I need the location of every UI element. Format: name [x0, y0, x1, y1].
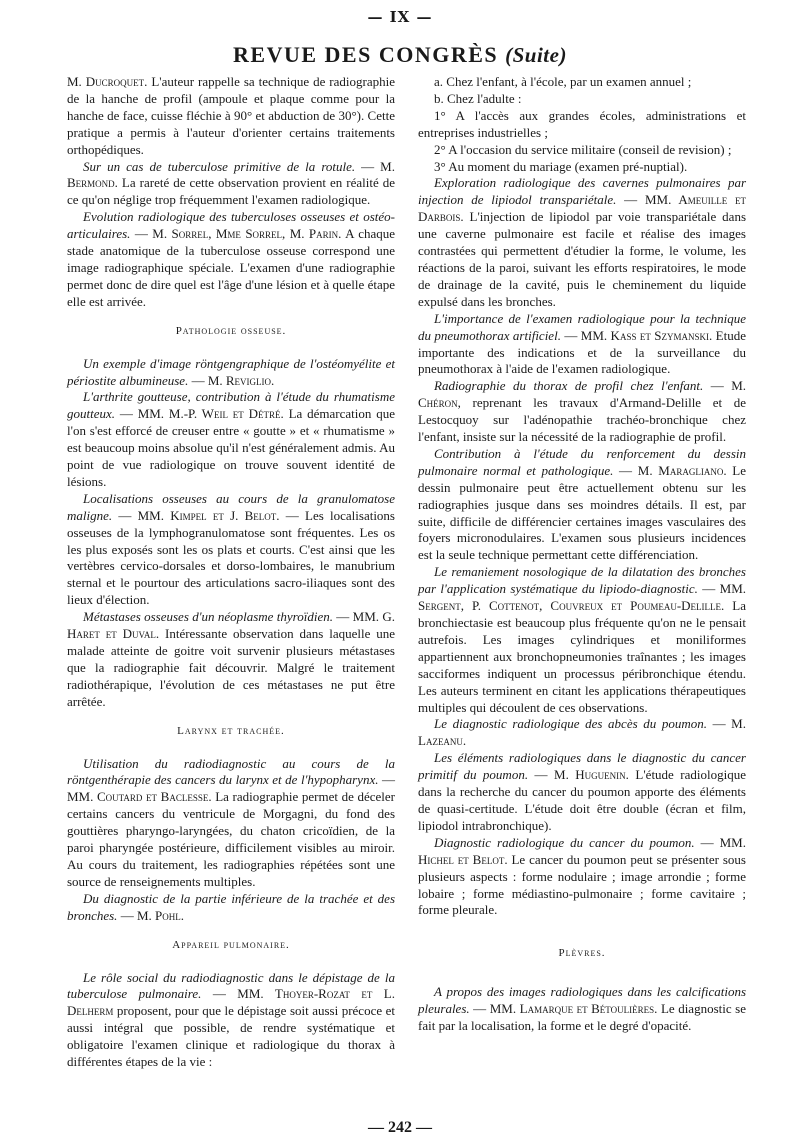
- article-title: Les éléments radiologiques dans le diagnostic du cancer primitif du poumon.: [418, 750, 746, 783]
- body-text: L'étude radiologique dans la recherche du cancer du poumon apporte des éléments de quasi-certitude. L'étude doit être double (écran et film, lipiodol intrabronchique).: [418, 767, 746, 833]
- author: — MM. Thoyer-Rozat et L. Delherm: [67, 986, 395, 1019]
- article-title: A propos des images radiologiques dans les calcifications pleurales.: [418, 984, 746, 1017]
- article-title: Localisations osseuses au cours de la granulomatose maligne.: [67, 490, 395, 523]
- author: — MM. Kass et Szymanski.: [560, 327, 713, 343]
- paragraph-rotule: [67, 159, 395, 210]
- paragraph-granulomatose: [67, 491, 395, 609]
- article-title: Contribution à l'étude du renforcement du dessin pulmonaire normal et pathologique.: [418, 445, 746, 478]
- body-text: Le cancer du poumon peut se présenter sous plusieurs aspects : forme nodulaire ; image arrondie ; forme lobaire ; forme médiastino-pulmonaire ; forme cavitaire ; forme pleurale.: [418, 851, 746, 918]
- list-item-2: 2° A l'occasion du service militaire (conseil de revision) ;: [434, 141, 732, 157]
- body-text: La radiographie permet de déceler certains cancers du ventricule de Morgagni, du fond des gouttières pharyngo-laryngées, du chaton cricoïdien, de la paroi pharyngée postérieure, difficilement visibles au miroir. Au cours du traitement, les radiographies répétées sont une source de renseignements multiples.: [67, 789, 395, 889]
- author: — MM. M.-P. Weil et Détré.: [115, 406, 284, 422]
- paragraph-calcifications: [418, 984, 746, 1035]
- section-heading-pathologie: Pathologie osseuse.: [175, 324, 287, 337]
- paragraph-dessin-pulmonaire: [418, 446, 746, 564]
- body-text: Le dessin pulmonaire peut être actuellement obtenu sur les radiographies jusque dans ses moindres détails. Il est, par suite, difficile de différencier certaines images vasculaires des foyers micronodulaires. L'examen sous plusieurs incidences est la seule technique permettant cette différenciation.: [418, 462, 746, 563]
- body-text: — Les localisations osseuses de la lymphogranulomatose sont fréquentes. Les os les plus exposés sont les os plats et courts. C'est ainsi que les vertèbres cervico-dorsales et dorso-lombaires, le manubrium sternal et le pourtour des articulations sacro-iliaques sont des lieux d'élection.: [67, 507, 395, 608]
- body-text: reprenant les travaux d'Armand-Delille et de Lestocquoy sur l'adénopathie trachéo-bronchique chez l'enfant, insiste sur la nécessité de la radiographie de profil.: [418, 395, 746, 445]
- body-text: proposent, pour que le dépistage soit aussi précoce et aussi intégral que possible, de rendre systématique et obligatoire l'examen clinique et radiologique du thorax à différentes étapes de la vie :: [67, 1003, 395, 1070]
- article-title: Métastases osseuses d'un néoplasme thyroïdien.: [83, 609, 333, 625]
- article-title: Radiographie du thorax de profil chez l'enfant.: [434, 378, 704, 394]
- author: — M. Chéron,: [418, 378, 747, 411]
- body-text: Etude importante des indications et de la surveillance du pneumothorax à l'aide de l'examen radiologique.: [418, 327, 747, 377]
- author: M. Ducroquet.: [67, 74, 148, 89]
- article-title: Un exemple d'image röntgengraphique de l'ostéomyélite et périostite albumineuse.: [67, 355, 395, 388]
- article-title: L'arthrite goutteuse, contribution à l'étude du rhumatisme goutteux.: [67, 389, 395, 422]
- author: — MM. G. Haret et Duval.: [67, 609, 395, 642]
- author: — MM. Ameuille et Darbois.: [418, 192, 746, 225]
- list-item-1: 1° A l'accès aux grandes écoles, administrations et entreprises industrielles ;: [418, 107, 746, 140]
- author: — M. Huguenin.: [528, 767, 629, 783]
- author: — M. Pohl.: [117, 907, 184, 923]
- article-title: Le rôle social du radiodiagnostic dans le dépistage de la tuberculose pulmonaire.: [67, 969, 395, 1002]
- author: — M. Bermond.: [67, 158, 395, 191]
- article-title: Le remaniement nosologique de la dilatation des bronches par l'application systématique du lipiodo-diagnostic.: [418, 564, 746, 597]
- page-roman-numeral: — IX —: [367, 8, 433, 26]
- paragraph-trachee: [67, 891, 395, 925]
- paragraph-osteomyelite: [67, 356, 395, 390]
- author: — M. Maragliano.: [613, 462, 727, 478]
- paragraph-pneumothorax: [418, 311, 746, 379]
- right-column: [418, 74, 746, 1035]
- page-number: — 242 —: [368, 1119, 432, 1136]
- paragraph-metastases: [67, 609, 395, 710]
- author: — MM. Sergent, P. Cottenot, Couvreux et Poumeau-Delille.: [418, 581, 746, 614]
- paragraph-depistage: [67, 970, 395, 1071]
- paragraph-ducroquet: [67, 74, 395, 159]
- list-item-a: a. Chez l'enfant, à l'école, par un examen annuel ;: [434, 74, 692, 89]
- page-title: [0, 42, 800, 68]
- paragraph-profil-enfant: [418, 378, 746, 446]
- paragraph-arthrite: [67, 389, 395, 490]
- paragraph-cavernes: [418, 175, 746, 310]
- paragraph-cancer-primitif: [418, 750, 746, 835]
- body-text: Intéressante observation dans laquelle une malade atteinte de goitre voit survenir plusieurs métastases que la radiographie fait découvrir. Malgré le traitement radiothérapique, l'évolution de ces métastases ne put être arrêtée.: [67, 626, 395, 709]
- list-item-3: 3° Au moment du mariage (examen pré-nuptial).: [434, 158, 688, 174]
- article-title: Utilisation du radiodiagnostic au cours de la röntgenthérapie des cancers du larynx et de l'hypopharynx.: [67, 755, 395, 788]
- author: — MM. Lamarque et Bétoulières.: [469, 1001, 658, 1017]
- article-title: Exploration radiologique des cavernes pulmonaires par injection de lipiodol transpariétale.: [418, 175, 746, 208]
- paragraph-larynx: [67, 756, 395, 891]
- article-title: Evolution radiologique des tuberculoses osseuses et ostéo-articulaires.: [67, 209, 395, 242]
- paragraph-cancer-poumon: [418, 835, 746, 920]
- body-text: La bronchiectasie est beaucoup plus fréquente qu'on ne le pensait autrefois. Les images cylindriques et moniliformes appartiennent aux bronchopneumonies traînantes ; les images sacciformes indiquent un processus péribronchique étendu. Les auteurs terminent en citant les applications thérapeutiques multiples qui découlent de ces observations.: [418, 598, 746, 715]
- section-heading-larynx: Larynx et trachée.: [177, 724, 285, 737]
- left-column: [67, 74, 395, 1071]
- list-item-b: b. Chez l'adulte :: [434, 90, 522, 106]
- body-text: Le diagnostic se fait par la localisation, la forme et le degré d'opacité.: [418, 1001, 746, 1034]
- author: — MM. Kimpel et J. Belot.: [112, 507, 280, 523]
- author: — MM. Coutard et Baclesse.: [67, 772, 395, 805]
- body-text: La rareté de cette observation provient en réalité de ce qu'on néglige trop fréquemment l'examen radiologique.: [67, 175, 395, 208]
- author: — M. Reviglio.: [188, 372, 275, 388]
- section-heading-appareil: Appareil pulmonaire.: [172, 938, 290, 951]
- paragraph-evolution: [67, 209, 395, 310]
- author: — M. Lazeanu.: [418, 716, 746, 749]
- title-main: REVUE DES CONGRÈS: [233, 42, 499, 67]
- body-text: La démarcation que l'on s'est efforcé de creuser entre « goutte » et « rhumatisme » est beaucoup moins absolue qu'il n'est généralement admis. Au point de vue radiologique on trouve souvent identité de lésions.: [67, 406, 395, 489]
- title-suite: (Suite): [505, 43, 567, 67]
- section-heading-plevres: Plèvres.: [558, 947, 606, 960]
- paragraph-dilatation-bronches: [418, 564, 746, 716]
- article-title: L'importance de l'examen radiologique pour la technique du pneumothorax artificiel.: [418, 310, 746, 343]
- article-title: Sur un cas de tuberculose primitive de la rotule.: [83, 158, 356, 174]
- author: — M. Sorrel, Mme Sorrel, M. Parin.: [130, 226, 342, 242]
- article-title: Le diagnostic radiologique des abcès du poumon.: [434, 716, 707, 732]
- article-title: Du diagnostic de la partie inférieure de la trachée et des bronches.: [67, 890, 395, 923]
- body-text: L'injection de lipiodol par voie transpariétale dans une caverne pulmonaire est facile et réalise des images contrastées qui permettent d'étudier la forme, le volume, les réactions de la paroi, suivant les efforts respiratoires, le mode de drainage de la cavité, puis le cheminement du liquide expulsé dans les bronches.: [418, 209, 746, 309]
- article-title: Diagnostic radiologique du cancer du poumon.: [434, 834, 695, 850]
- paragraph-abces: [418, 716, 746, 750]
- author: — MM. Hichel et Belot.: [418, 834, 746, 867]
- body-text: A chaque stade anatomique de la tuberculose osseuse correspond une image radiographique spéciale. L'examen d'une radiographie permet donc de dire quel est l'âge d'une lésion et à quelle étape elle est arrivée.: [67, 226, 396, 309]
- body-text: L'auteur rappelle sa technique de radiographie de la hanche de profil (ampoule et plaque comme pour la hanche de face, cuisse fléchie à 90° et abduction de 30°). Cette pratique a permis à l'auteur d'orienter certains traitements orthopédiques.: [67, 74, 395, 157]
